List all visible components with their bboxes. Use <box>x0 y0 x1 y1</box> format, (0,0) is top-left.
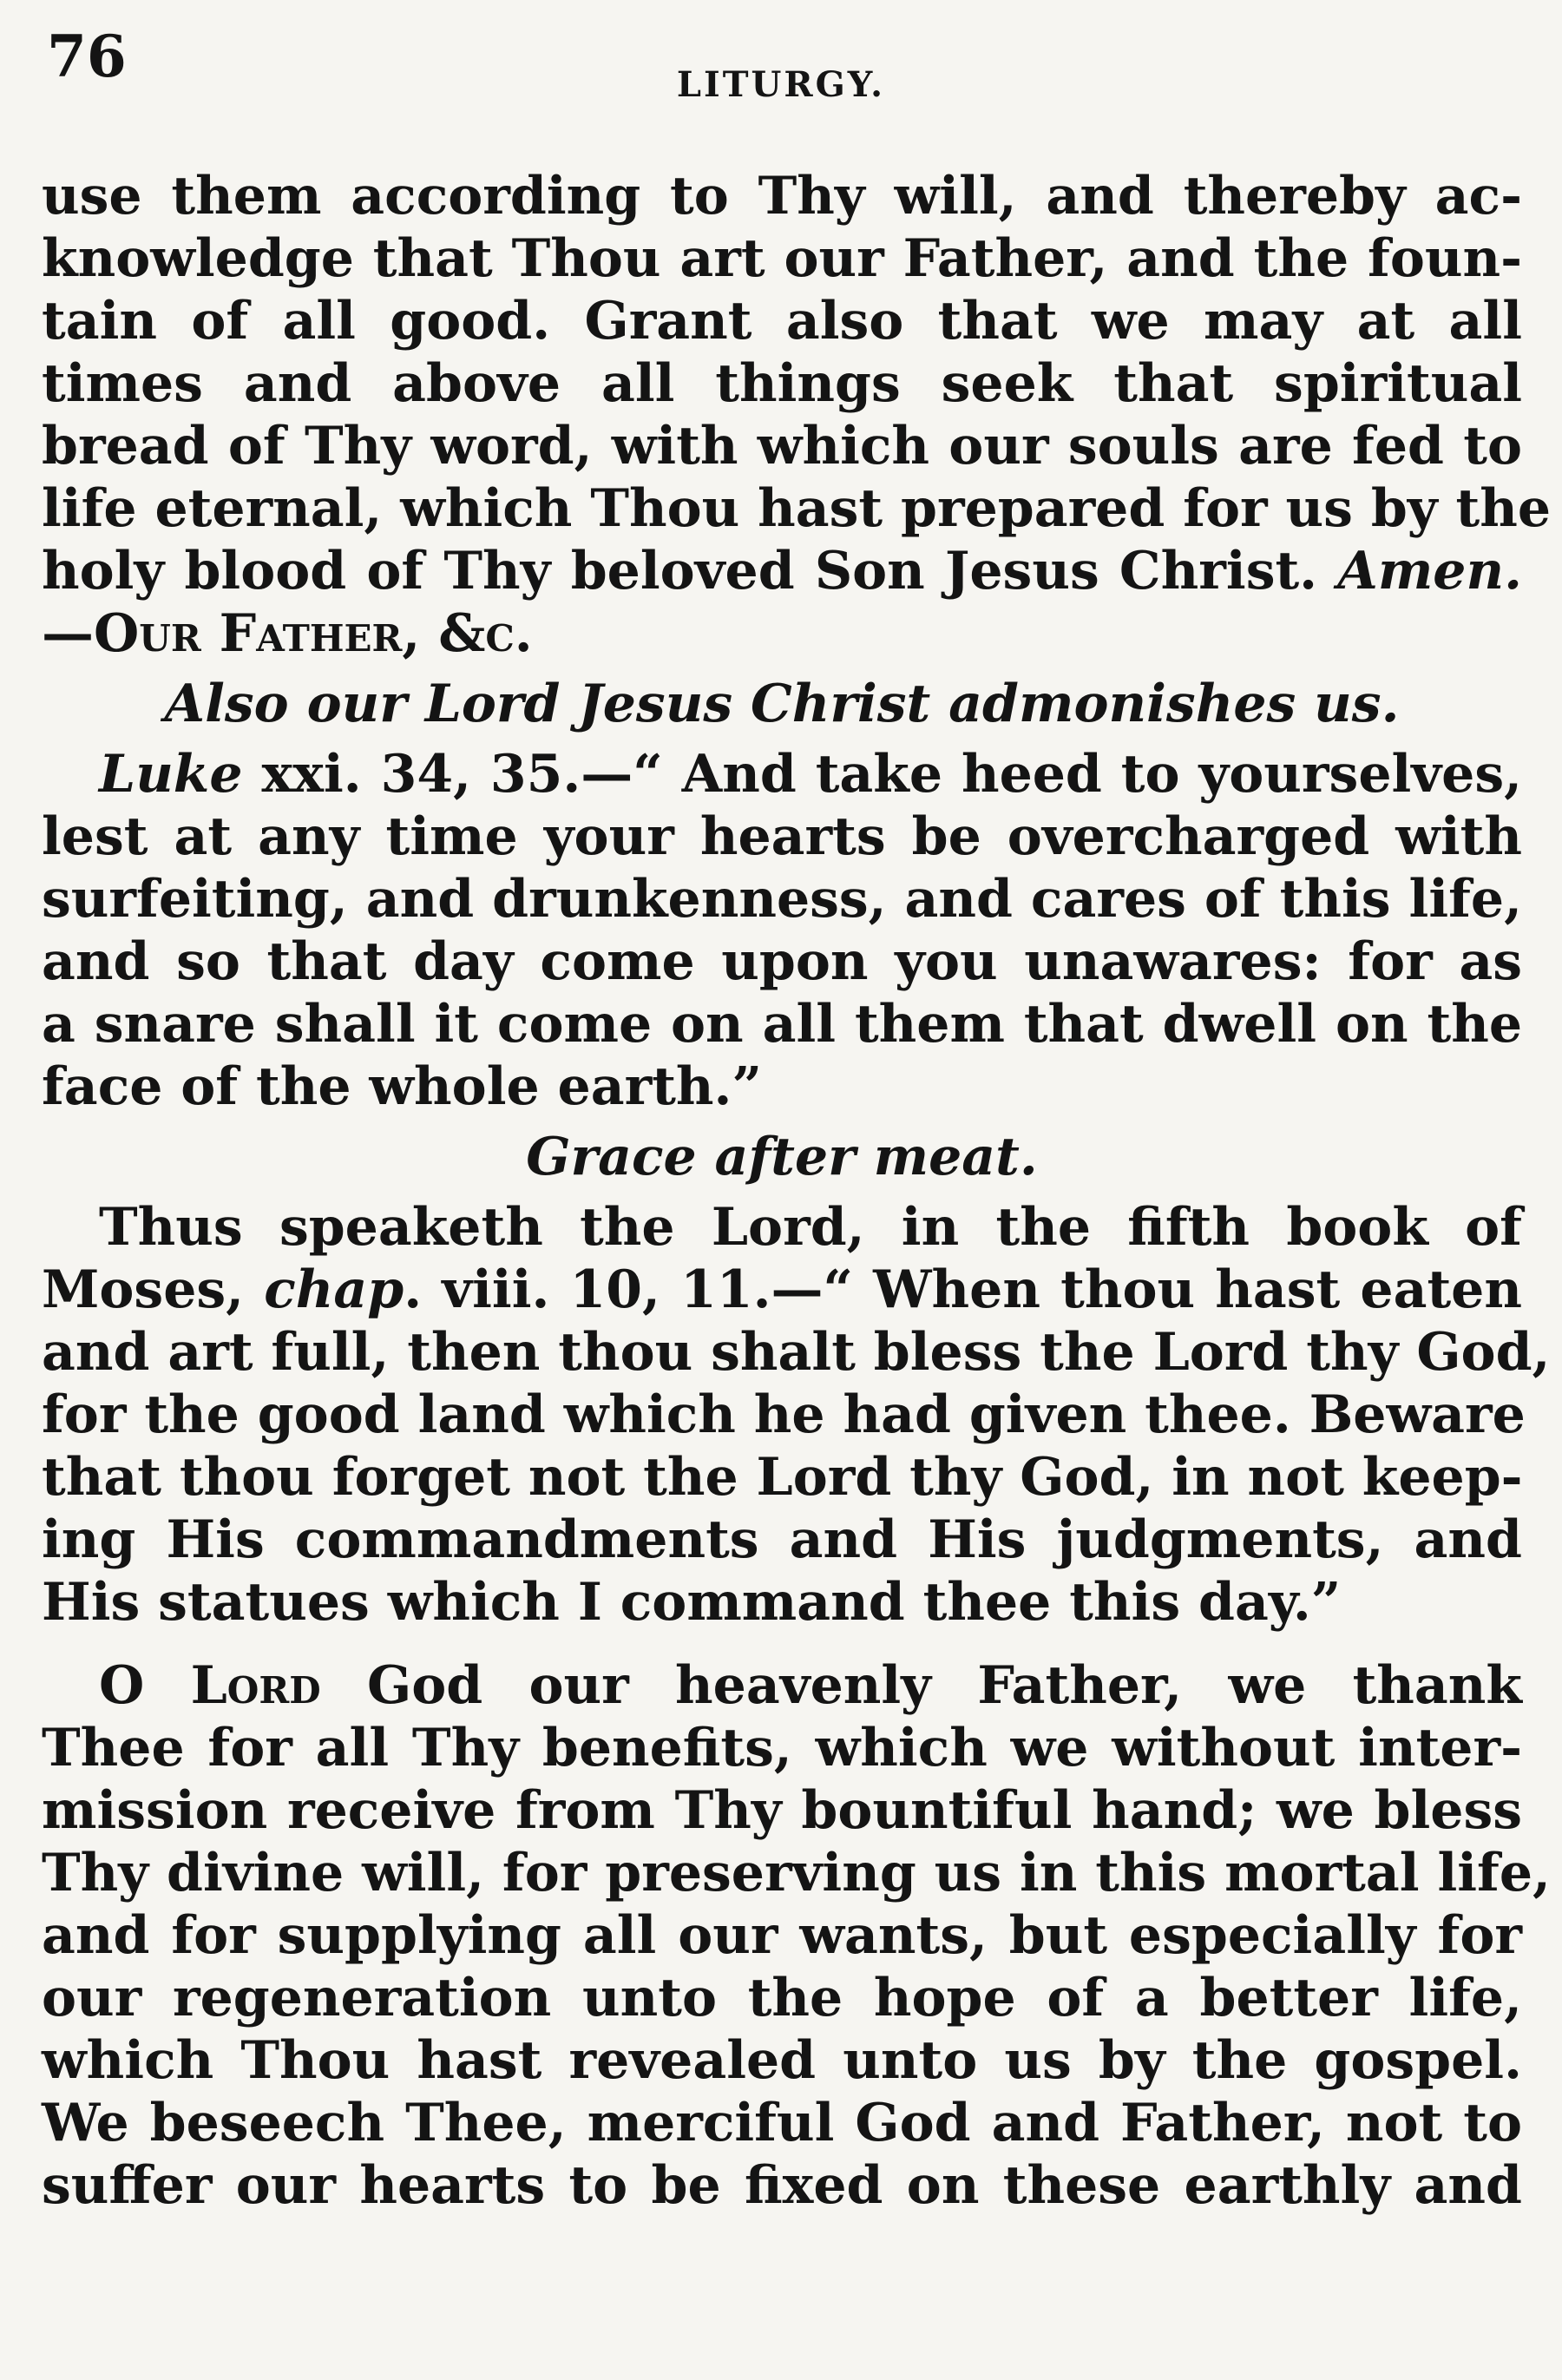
text-line: suffer our hearts to be fixed on these earthly and <box>42 2155 1522 2216</box>
paragraph-gap <box>42 1634 1522 1654</box>
text-line: tain of all good. Grant also that we may at all <box>42 291 1522 352</box>
text-line: and so that day come upon you unawares: for as <box>42 931 1522 992</box>
text-line: ing His commandments and His judgments, and <box>42 1509 1522 1570</box>
text-line <box>42 1654 1522 1717</box>
text-fragment: Moses, <box>42 1259 265 1320</box>
lord-smallcaps: Lord <box>190 1655 321 1716</box>
text-line: knowledge that Thou art our Father, and the foun- <box>42 228 1522 289</box>
text-line: use them according to Thy will, and thereby ac- <box>42 166 1522 227</box>
text-line: which Thou hast revealed unto us by the gospel. <box>42 2030 1522 2091</box>
text-line: His statues which I command thee this day.” <box>42 1572 1342 1633</box>
amen-text: Amen. <box>1337 541 1522 602</box>
text-line: life eternal, which Thou hast prepared for us by the <box>42 478 1552 539</box>
scripture-book-ref: Luke <box>99 744 243 805</box>
text-line: a snare shall it come on all them that dwell on the <box>42 994 1522 1055</box>
text-line: for the good land which he had given thee. Beware <box>42 1384 1526 1445</box>
running-head: LITURGY. <box>676 64 886 105</box>
page-body <box>42 165 1552 2217</box>
admonition-heading: Also our Lord Jesus Christ admonishes us. <box>164 674 1400 734</box>
text-line: We beseech Thee, merciful God and Father, not to <box>42 2093 1522 2153</box>
text-line: and art full, then thou shalt bless the Lord thy God, <box>42 1322 1551 1383</box>
text-line: and for supplying all our wants, but especially for <box>42 1905 1522 1966</box>
text-line <box>42 743 1522 805</box>
text-fragment: O <box>99 1655 191 1716</box>
text-line: lest at any time your hearts be overcharged with <box>42 806 1522 867</box>
our-father-line: —Our Father, &c. <box>42 603 533 664</box>
text-fragment: holy blood of Thy beloved Son Jesus Christ. <box>42 541 1318 602</box>
text-line: that thou forget not the Lord thy God, in not keep- <box>42 1447 1523 1508</box>
chap-abbrev: chap <box>264 1259 404 1320</box>
text-line: Thus speaketh the Lord, in the fifth book of <box>99 1197 1522 1258</box>
text-fragment: . viii. 10, 11.—“ When thou hast eaten <box>404 1259 1522 1320</box>
text-line <box>42 1259 1522 1321</box>
text-line: surfeiting, and drunkenness, and cares of this life, <box>42 869 1522 930</box>
text-line: our regeneration unto the hope of a better life, <box>42 1968 1522 2028</box>
text-line: mission receive from Thy bountiful hand; we bless <box>42 1780 1522 1841</box>
text-fragment: xxi. 34, 35.—“ And take heed to yourselves, <box>242 744 1522 805</box>
text-line: Thee for all Thy benefits, which we without inter- <box>42 1718 1522 1778</box>
text-line: Thy divine will, for preserving us in this mortal life, <box>42 1843 1551 1903</box>
text-line: bread of Thy word, with which our souls are fed to <box>42 416 1522 477</box>
text-line <box>42 540 1522 602</box>
text-line: face of the whole earth.” <box>42 1056 762 1117</box>
page-number: 76 <box>47 23 127 90</box>
text-line: times and above all things seek that spiritual <box>42 353 1522 414</box>
text-fragment: God our heavenly Father, we thank <box>320 1655 1523 1716</box>
grace-heading: Grace after meat. <box>526 1127 1038 1187</box>
